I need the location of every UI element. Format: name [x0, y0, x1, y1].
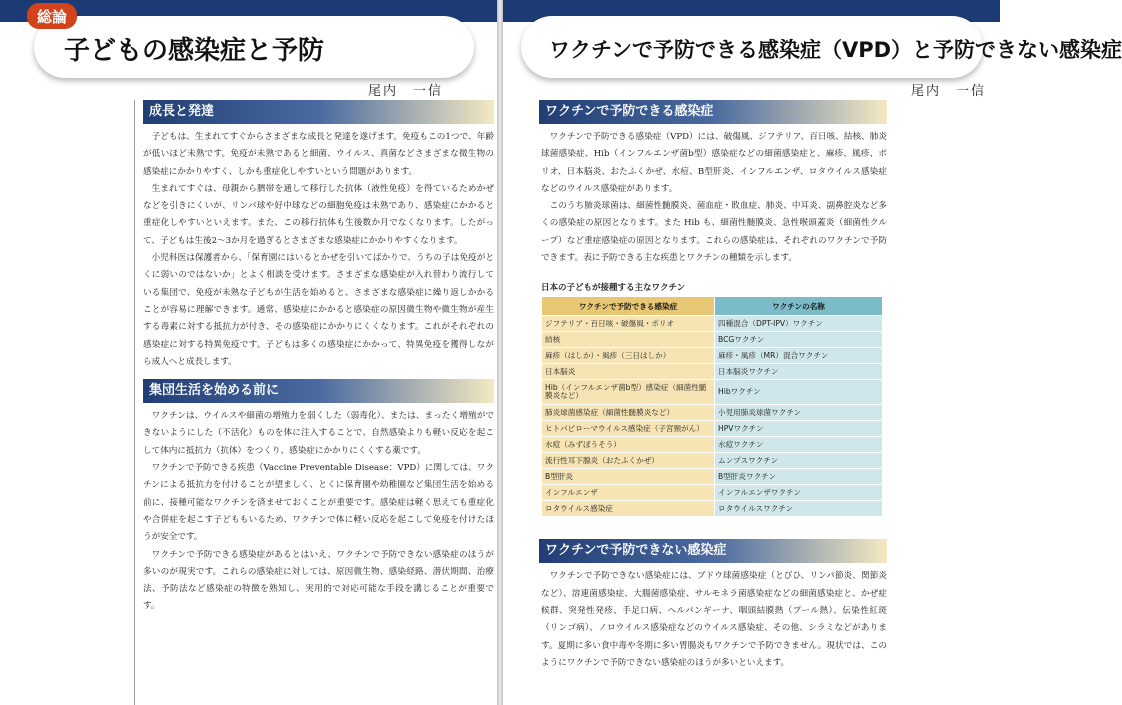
table-cell: 日本脳炎 — [542, 364, 715, 380]
category-tag: 総論 — [27, 3, 77, 29]
vaccine-table — [541, 296, 883, 517]
table-row — [542, 348, 883, 364]
right-page — [503, 0, 1122, 705]
table-cell: 小児用肺炎球菌ワクチン — [715, 405, 883, 421]
table-cell: 流行性耳下腺炎（おたふくかぜ） — [542, 453, 715, 469]
table-cell: B型肝炎 — [542, 469, 715, 485]
column-header: ワクチンの名称 — [715, 297, 883, 316]
paragraph: ワクチンで予防できる感染症（VPD）には、破傷風、ジフテリア、百日咳、結核、肺炎球菌感染症、Hib（インフルエンザ菌b型）感染症などの細菌感染症と、麻疹、風疹、ポリオ、日本脳炎、おたふくかぜ、水痘、B型肝炎、インフルエンザ、ロタウイルス感染症などのウイルス感染症があります。 — [541, 132, 887, 194]
article-body — [134, 100, 494, 705]
table-cell: Hib（インフルエンザ菌b型）感染症（細菌性髄膜炎など） — [542, 380, 715, 405]
table-row — [542, 437, 883, 453]
article-body — [541, 100, 887, 705]
paragraph: ワクチンで予防できない感染症には、ブドウ球菌感染症（とびひ、リンパ節炎、関節炎など）、溶連菌感染症、大腸菌感染症、サルモネラ菌感染症などの細菌感染症と、かぜ症候群、突発性発疹、手足口病、ヘルパンギーナ、咽頭結膜熱（プール熱）、伝染性紅斑（リンゴ病）、ノロウイルス感染症などのウイルス感染症、その他、シラミなどがあります。夏期に多い食中毒や冬期に多い胃腸炎もワクチンで予防できません。現状では、このようにワクチンで予防できない感染症のほうが多いといえます。 — [541, 571, 887, 668]
paragraph: このうち肺炎球菌は、細菌性髄膜炎、菌血症・敗血症、肺炎、中耳炎、副鼻腔炎など多くの感染症の原因となります。また Hib も、細菌性髄膜炎、急性喉頭蓋炎（細菌性クループ）など重症感染症の原因となります。これらの感染症は、それぞれのワクチンで予防できます。表に予防できる主な疾患とワクチンの種類を示します。 — [541, 201, 887, 264]
table-cell: BCGワクチン — [715, 332, 883, 348]
table-cell: 麻疹（はしか）・風疹（三日はしか） — [542, 348, 715, 364]
page-title: 子どもの感染症と予防 — [64, 36, 325, 66]
section-heading: ワクチンで予防できない感染症 — [539, 539, 887, 563]
table-title: 日本の子どもが接種する主なワクチン — [541, 283, 686, 294]
table-cell: Hibワクチン — [715, 380, 883, 405]
table-row — [542, 405, 883, 421]
paragraph: 子どもは、生まれてすぐからさまざまな成長と発達を遂げます。免疫もこの1つで、年齢が低いほど未熟です。免疫が未熟であると細菌、ウイルス、真菌などさまざまな微生物の感染症にかかりやすく、しかも重症化しやすいという問題があります。 — [143, 132, 494, 177]
table-cell: B型肝炎ワクチン — [715, 469, 883, 485]
column-header: ワクチンで予防できる感染症 — [542, 297, 715, 316]
paragraph: ワクチンで予防できる疾患（Vaccine Preventable Disease：VPD）に関しては、ワクチンによる抵抗力を付けることが望ましく、とくに保育園や幼稚園など集団生活を始める前に、接種可能なワクチンを済ませておくことが重要です。感染症は軽く思えても重症化や合併症を起こす子どももいるため、ワクチンで体に軽い反応を起こして免疫を付けたほうが安全です。 — [143, 463, 494, 543]
section-heading: 成長と発達 — [143, 100, 494, 124]
table-cell: 日本脳炎ワクチン — [715, 364, 883, 380]
table-cell: 肺炎球菌感染症（細菌性髄膜炎など） — [542, 405, 715, 421]
table-cell: インフルエンザ — [542, 485, 715, 501]
section-heading: 集団生活を始める前に — [143, 379, 494, 403]
table-row — [542, 485, 883, 501]
table-cell: 水痘（みずぼうそう） — [542, 437, 715, 453]
table-cell: 四種混合（DPT-IPV）ワクチン — [715, 316, 883, 332]
table-cell: 水痘ワクチン — [715, 437, 883, 453]
table-row — [542, 501, 883, 517]
table-cell: ムンプスワクチン — [715, 453, 883, 469]
table-cell: ロタウイルスワクチン — [715, 501, 883, 517]
author-name: 尾内 一信 — [368, 84, 444, 99]
section-heading: ワクチンで予防できる感染症 — [539, 100, 887, 124]
table-cell: 結核 — [542, 332, 715, 348]
table-row — [542, 453, 883, 469]
table-header-row — [542, 297, 883, 316]
page-title: ワクチンで予防できる感染症（VPD）と予防できない感染症 — [549, 38, 1122, 62]
table-cell: ジフテリア・百日咳・破傷風・ポリオ — [542, 316, 715, 332]
paragraph: ワクチンは、ウイルスや細菌の増殖力を弱くした（弱毒化）、または、まったく増殖ができないようにした（不活化）ものを体に注入することで、自然感染よりも軽い反応を起こして体内に抵抗力（抗体）をつくり、感染症にかかりにくくする薬です。 — [143, 411, 494, 456]
table-cell: 麻疹・風疹（MR）混合ワクチン — [715, 348, 883, 364]
table-row — [542, 380, 883, 405]
table-row — [542, 421, 883, 437]
table-row — [542, 316, 883, 332]
paragraph: 小児科医は保護者から、「保育園にはいるとかぜを引いてばかりで、うちの子は免疫がとくに弱いのではないか」とよく相談を受けます。さまざまな感染症が入れ替わり流行している集団で、免疫が未熟な子どもが生活を始めると、さまざまな感染症に繰り返しかかることが容易に理解できます。通常、感染症にかかると感染症の原因微生物や微生物が産生する毒素に対する抵抗力が付き、その感染症にかかりにくくなります。これがそれぞれの感染症に対する特異免疫です。子どもは多くの感染症にかかって、特異免疫を獲得しながら成人へと成長します。 — [143, 253, 494, 367]
table-cell: HPVワクチン — [715, 421, 883, 437]
table-cell: インフルエンザワクチン — [715, 485, 883, 501]
paragraph: ワクチンで予防できる感染症があるとはいえ、ワクチンで予防できない感染症のほうが多いのが現実です。これらの感染症に対しては、原因微生物、感染経路、潜伏期間、治療法、予防法など感染症の特徴を熟知し、実用的で対応可能な手段を講じることが重要です。 — [143, 549, 494, 612]
table-cell: ヒトパピローマウイルス感染症（子宮頸がん） — [542, 421, 715, 437]
left-page — [0, 0, 497, 705]
table-row — [542, 469, 883, 485]
author-name: 尾内 一信 — [911, 84, 987, 99]
table-cell: ロタウイルス感染症 — [542, 501, 715, 517]
table-row — [542, 332, 883, 348]
table-row — [542, 364, 883, 380]
paragraph: 生まれてすぐは、母親から臍帯を通して移行した抗体（液性免疫）を得ているためかぜなどを引きにくいが、リンパ球や好中球などの細胞免疫は未熟であり、感染症にかかると重症化しやすいといえます。また、この移行抗体も生後数か月でなくなります。したがって、子どもは生後2～3か月を過ぎるとさまざまな感染症にかかりやすくなります。 — [143, 183, 494, 246]
